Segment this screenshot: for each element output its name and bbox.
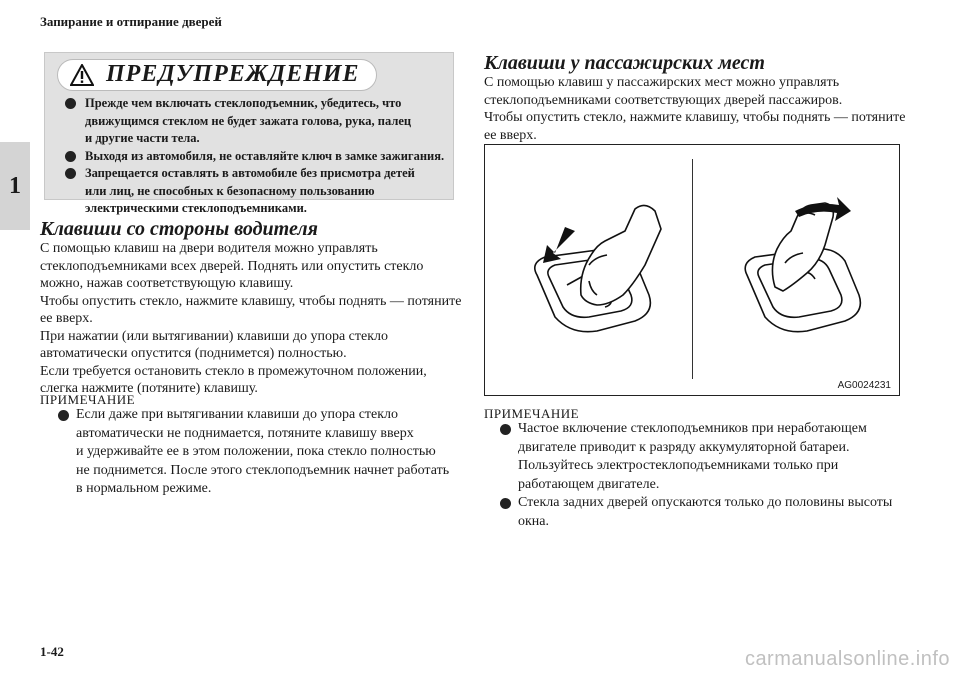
- page-number: 1-42: [40, 644, 64, 659]
- text-line: можно, нажав соответствующую клавишу.: [40, 276, 294, 291]
- note-line: Если даже при вытягивании клавиши до упора стекло: [76, 407, 399, 422]
- passenger-heading: Клавиши у пассажирских мест: [484, 52, 765, 74]
- warning-title: ПРЕДУПРЕЖДЕНИЕ: [106, 61, 360, 87]
- driver-note-list: [54, 406, 474, 499]
- bullet-icon: [500, 498, 511, 509]
- driver-paragraph: [40, 240, 470, 398]
- note-item: [496, 494, 916, 531]
- warning-line: Запрещается оставлять в автомобиле без присмотра детей: [85, 166, 415, 180]
- figure-code: AG0024231: [837, 380, 891, 391]
- note-line: двигателе приводит к разряду аккумуляторной батареи.: [518, 439, 850, 455]
- watermark: carmanualsonline.info: [744, 648, 950, 670]
- section-tab-label: 1: [9, 172, 21, 199]
- bullet-icon: [65, 98, 76, 109]
- bullet-icon: [65, 151, 76, 162]
- bullet-icon: [65, 168, 76, 179]
- pull-up-illustration: [745, 203, 860, 332]
- note-line: работающем двигателе.: [518, 476, 660, 492]
- warning-item: [65, 95, 450, 148]
- warning-line: или лиц, не способных к безопасному пользованию: [85, 183, 375, 198]
- warning-line: движущимся стеклом не будет зажата голова, рука, палец: [85, 113, 412, 128]
- text-line: стеклоподъемниками соответствующих дверей пассажиров.: [484, 92, 843, 108]
- warning-banner: [57, 59, 377, 91]
- text-line: слегка нажмите (потяните) клавишу.: [40, 381, 258, 396]
- warning-line: Прежде чем включать стеклоподъемник, убедитесь, что: [85, 96, 402, 110]
- warning-item: [65, 148, 450, 166]
- text-line: Чтобы опустить стекло, нажмите клавишу, чтобы поднять — потяните: [40, 293, 462, 309]
- note-item: [54, 406, 474, 499]
- warning-box: [44, 52, 454, 215]
- passenger-note-list: [496, 420, 916, 531]
- warning-line: электрическими стеклоподъемниками.: [85, 201, 307, 215]
- running-header: Запирание и отпирание дверей: [40, 14, 222, 29]
- text-line: Чтобы опустить стекло, нажмите клавишу, чтобы поднять — потяните: [484, 110, 906, 125]
- passenger-paragraph: [484, 74, 924, 144]
- warning-line: Выходя из автомобиля, не оставляйте ключ в замке зажигания.: [85, 148, 445, 163]
- note-item: [496, 420, 916, 494]
- note-line: Пользуйтесь электростеклоподъемниками только при: [518, 458, 839, 473]
- text-line: автоматически опустится (поднимется) полностью.: [40, 346, 347, 361]
- note-line: автоматически не поднимается, потяните клавишу вверх: [76, 425, 414, 441]
- bullet-icon: [58, 410, 69, 421]
- warning-list: [65, 95, 450, 218]
- note-line: не поднимется. После этого стеклоподъемник начнет работать: [76, 462, 450, 478]
- note-line: окна.: [518, 513, 550, 529]
- text-line: При нажатии (или вытягивании) клавиши до упора стекло: [40, 328, 389, 344]
- text-line: Если требуется остановить стекло в промежуточном положении,: [40, 363, 427, 379]
- warning-line: и другие части тела.: [85, 131, 200, 145]
- warning-item: [65, 165, 450, 218]
- note-line: Частое включение стеклоподъемников при неработающем: [518, 421, 867, 436]
- note-line: в нормальном режиме.: [76, 481, 212, 496]
- text-line: ее вверх.: [484, 127, 537, 143]
- note-line: и удерживайте ее в этом положении, пока стекло полностью: [76, 444, 436, 459]
- figure-divider: [692, 159, 693, 379]
- driver-note-label: ПРИМЕЧАНИЕ: [40, 392, 136, 407]
- passenger-note-label: ПРИМЕЧАНИЕ: [484, 406, 580, 421]
- bullet-icon: [500, 424, 511, 435]
- section-tab: [0, 142, 30, 230]
- driver-heading: Клавиши со стороны водителя: [40, 218, 318, 240]
- text-line: стеклоподъемниками всех дверей. Поднять или опустить стекло: [40, 258, 424, 274]
- press-down-illustration: [535, 205, 661, 331]
- warning-triangle-icon: [70, 64, 94, 86]
- note-line: Стекла задних дверей опускаются только до половины высоты: [518, 495, 893, 510]
- text-line: С помощью клавиш у пассажирских мест можно управлять: [484, 75, 840, 90]
- text-line: ее вверх.: [40, 311, 93, 326]
- window-switch-illustration: [484, 144, 900, 396]
- text-line: С помощью клавиш на двери водителя можно управлять: [40, 241, 378, 256]
